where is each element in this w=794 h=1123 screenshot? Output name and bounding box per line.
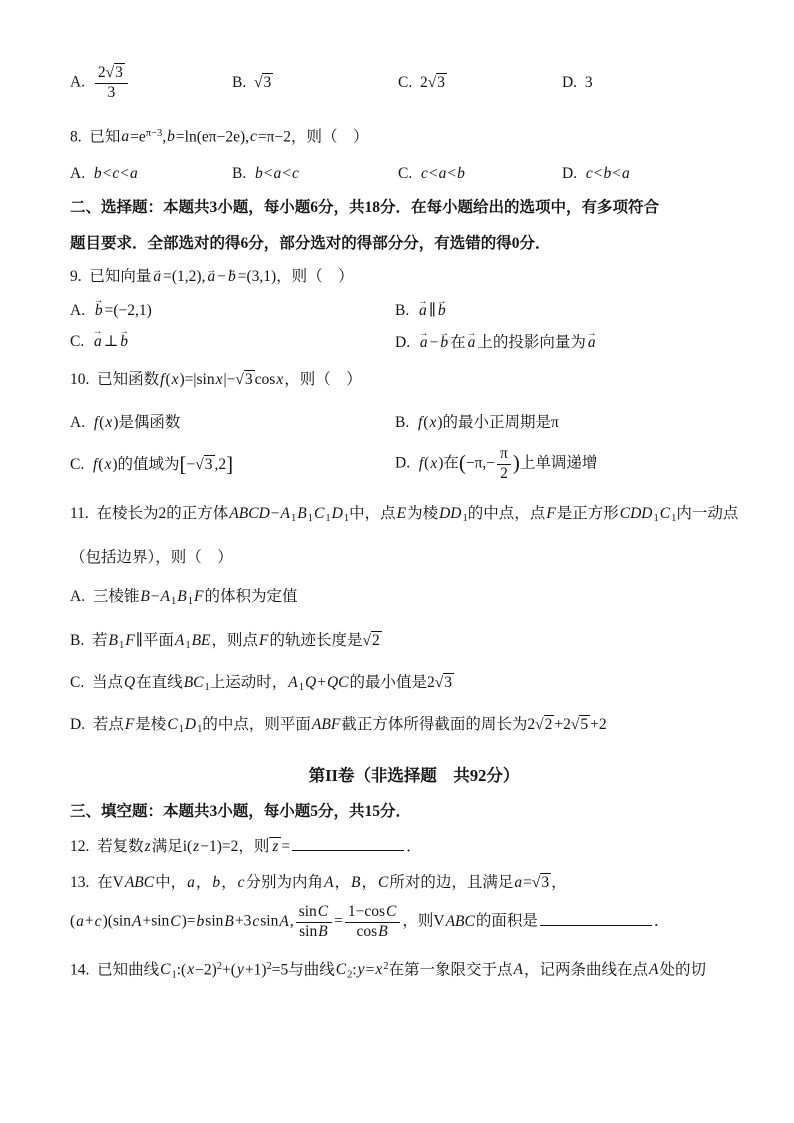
q7-option-a: A. $\frac{2√3}{3}$ [70,64,232,102]
q8-options-row [70,165,758,183]
section2-header-line2: 题目要求．全部选对的得6分，部分选对的得部分分，有选错的得0分． [70,235,551,253]
q10-options-row-ab [70,410,758,432]
q7-option-d: D. 3 [562,74,593,92]
q8-option-c: C. c<a<b [398,165,465,183]
q8-option-a: A. b<c<a [70,165,138,183]
q10-option-d: D. f(x)在(−π,− $\frac{\pi}{2}$ )上单调递增 [395,445,598,483]
q7-option-b: B. √3 [232,74,272,92]
q11-stem-line2: （包括边界），则（ ） [70,548,233,566]
q7-options-row [70,64,758,102]
q9-option-a: A. → b =(−2,1) [70,302,395,320]
q11-stem-line1: 11. 在棱长为2的正方体$ABCD-A_1B_1C_1D_1$中，点E为棱$DD_1$的中点，点F是正方形$CDD_1C_1$内一动点 [70,504,739,524]
q9-option-d: D. → a − → b 在 → a 上的投影向量为 → a [395,330,758,352]
part2-title: 第II卷（非选择题 共92分） [308,766,520,786]
q9-options-row-cd [70,330,758,352]
q9-stem: 9. 已知向量 → a =(1,2), → a − → b =(3,1)，则（ ） [70,265,758,289]
section2-header-line1: 二、选择题：本题共3小题，每小题6分，共18分．在每小题给出的选项中，有多项符合 [70,199,660,217]
q9-option-b: B. → a ∥ → b [395,301,758,320]
q11-option-d: D. 若点F是棱$C_1D_1$的中点，则平面ABF截正方体所得截面的周长为2√2 +2√5 +2 [70,716,607,736]
q10-option-c: C. f(x)的值域为[−√3 ,2] [70,452,234,477]
q7-option-c: C. 2√3 [398,74,445,92]
q13-line1: 13. 在VABC中，a，b，c分别为内角A，B，C所对的边，且满足a=√3 ， [70,874,567,892]
section3-header: 三、填空题：本题共3小题，每小题5分，共15分． [70,803,412,821]
q12-stem: 12. 若复数z满足i(z−1)=2，则 z = ． [70,835,758,859]
q10-option-b: B. f(x)的最小正周期是π [395,414,559,432]
q13-line2: (a+c)(sinA+sinC)=bsinB+3csinA, $\frac{\sin C}{\sin B}$ = $\frac{1-\cos C}{\cos B}$ ，则VABC的面积是 ． [70,903,670,941]
q10-stem: 10. 已知函数f(x)=|sinx|−√3 cosx，则（ ） [70,371,362,389]
q10-options-row-cd [70,445,758,483]
q8-option-b: B. b<a<c [232,165,299,183]
q11-option-c: C. 当点Q在直线$BC_1$上运动时，$A_1Q+QC$的最小值是2√3 [70,674,453,694]
q8-option-d: D. c<b<a [562,165,630,183]
q14-stem: 14. 已知曲线$C_1:(x-2)^2+(y+1)^2=5$与曲线$C_2:y=x^2$在第一象限交于点A，记两条曲线在点A处的切 [70,960,706,981]
q9-option-c: C. → a ⊥ → b [70,332,395,351]
q10-option-a: A. f(x)是偶函数 [70,414,181,432]
q11-option-a: A. 三棱锥$B-A_1B_1F$的体积为定值 [70,587,298,607]
q9-options-row-ab [70,301,758,320]
q8-stem: 8. 已知$a=e^{\pi-3},b=\ln(e\pi-2e),c=\pi-2$，则（ ） [70,128,369,146]
q11-option-b: B. 若$B_1F\parallel$平面$A_1BE$，则点F的轨迹长度是√2 [70,631,380,652]
